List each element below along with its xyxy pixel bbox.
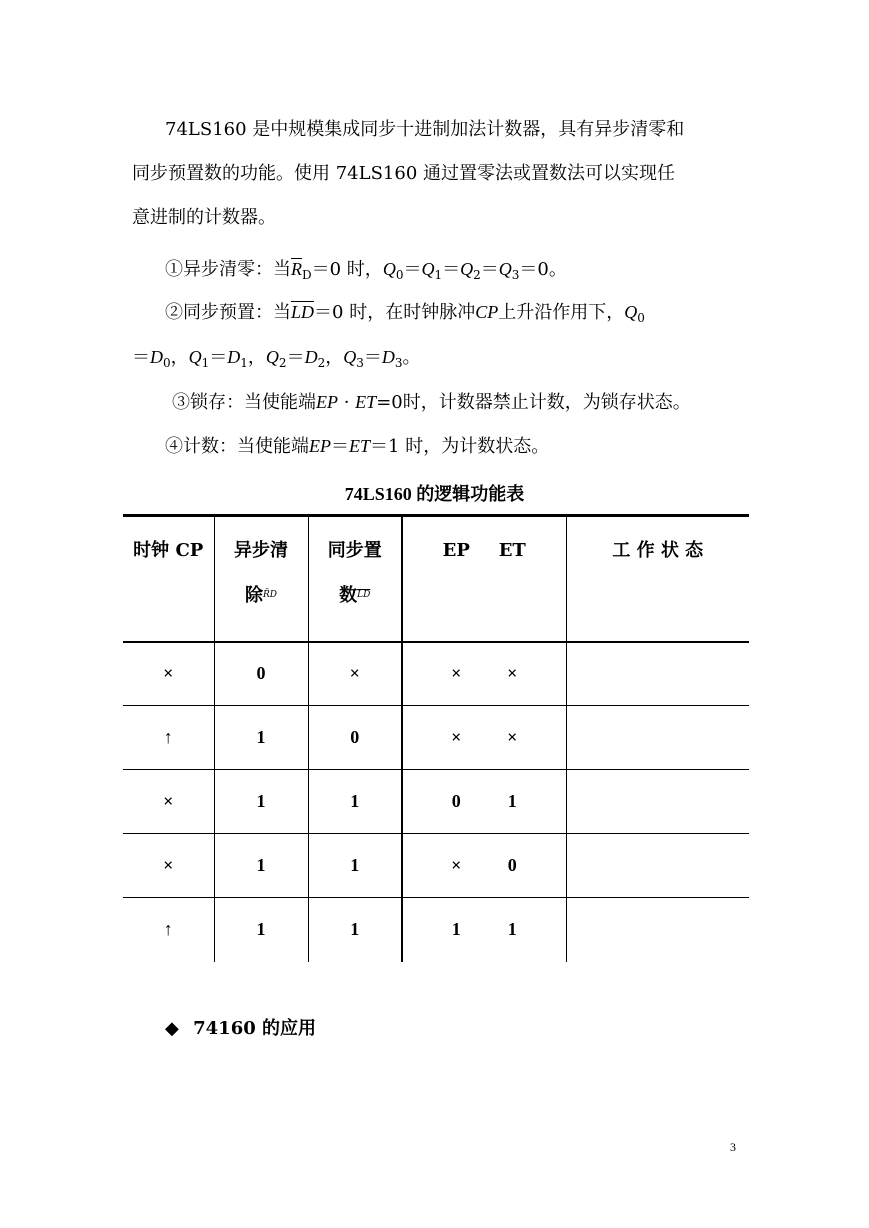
header-state: 工 作 状 态 bbox=[566, 516, 749, 642]
header-sync-preset-line2: 数 bbox=[339, 585, 358, 606]
header-ep-et bbox=[402, 516, 566, 642]
item-async-clear-tail: ＝0。 bbox=[519, 259, 567, 280]
cell-rd: 1 bbox=[214, 898, 308, 962]
cell-state bbox=[566, 642, 749, 706]
eq: ＝ bbox=[286, 347, 305, 368]
q0-sub: 0 bbox=[395, 268, 404, 282]
header-clock: 时钟 CP bbox=[123, 516, 214, 642]
cell-ep: × bbox=[451, 855, 462, 875]
ep-symbol: EP bbox=[309, 436, 331, 456]
cell-state bbox=[566, 706, 749, 770]
q0: Q bbox=[624, 302, 638, 322]
item-sync-preset-cond: ＝0 时，在时钟脉冲 bbox=[314, 302, 476, 323]
eq: ＝ bbox=[442, 259, 461, 280]
cell-et: 0 bbox=[507, 855, 517, 875]
header-et: ET bbox=[498, 540, 526, 561]
table-row bbox=[123, 642, 749, 706]
cell-ld: 1 bbox=[308, 898, 402, 962]
q2: Q bbox=[265, 347, 279, 367]
header-ld-symbol: LD bbox=[357, 590, 371, 600]
item-sync-preset-line-1 bbox=[165, 299, 645, 331]
cp-symbol: CP bbox=[475, 302, 499, 322]
eq: ＝ bbox=[403, 259, 422, 280]
item-count-tail: ＝1 时，为计数状态。 bbox=[370, 436, 550, 457]
d0-sub: 0 bbox=[163, 356, 171, 370]
cell-ld: 1 bbox=[308, 834, 402, 898]
item-latch-tail: 时，计数器禁止计数，为锁存状态。 bbox=[402, 392, 691, 413]
d1-sub: 1 bbox=[240, 356, 248, 370]
header-async-clear-line1: 异步清 bbox=[234, 540, 288, 561]
cell-ep: × bbox=[451, 727, 462, 747]
item-count-prefix: ④计数：当使能端 bbox=[165, 436, 309, 457]
function-table bbox=[123, 514, 749, 962]
q1-sub: 1 bbox=[201, 356, 210, 370]
ld-symbol: $\overline{LD}$ bbox=[291, 302, 315, 322]
comma: ， bbox=[170, 347, 189, 368]
q2-sub: 2 bbox=[473, 268, 481, 282]
cell-ep: 0 bbox=[451, 791, 461, 811]
cell-ep-et bbox=[402, 898, 566, 962]
q1: Q bbox=[188, 347, 202, 367]
section-title: 74160 的应用 bbox=[193, 1018, 317, 1039]
cell-rd: 1 bbox=[214, 770, 308, 834]
section-heading bbox=[165, 1014, 316, 1040]
q3-sub: 3 bbox=[356, 356, 364, 370]
cell-et: × bbox=[507, 727, 518, 747]
cell-cp: × bbox=[123, 770, 214, 834]
rd-symbol-sub: D bbox=[302, 268, 312, 282]
item-async-clear-prefix: ①异步清零：当 bbox=[165, 259, 291, 280]
item-async-clear bbox=[165, 256, 567, 288]
cell-ep: × bbox=[451, 663, 462, 684]
table-row bbox=[123, 770, 749, 834]
cell-ep-et bbox=[402, 770, 566, 834]
et-symbol: ET bbox=[349, 436, 371, 456]
cell-et: 1 bbox=[507, 919, 517, 940]
cell-ld: 1 bbox=[308, 770, 402, 834]
ep-symbol: EP bbox=[316, 392, 338, 412]
d1: D bbox=[227, 347, 241, 367]
item-latch bbox=[172, 389, 691, 416]
header-rd-symbol: R̄D bbox=[263, 590, 277, 600]
cell-ep: 1 bbox=[451, 919, 461, 940]
d3: D bbox=[381, 347, 395, 367]
header-sync-preset bbox=[308, 516, 402, 642]
et-symbol: ET bbox=[355, 392, 377, 412]
q1-sub: 1 bbox=[434, 268, 443, 282]
q2: Q bbox=[460, 259, 474, 279]
cell-ld: 0 bbox=[308, 706, 402, 770]
cell-cp: ↑ bbox=[123, 898, 214, 962]
table-row bbox=[123, 706, 749, 770]
item-latch-cond: =0 bbox=[376, 392, 403, 413]
item-sync-preset-line-2 bbox=[132, 344, 420, 376]
cell-cp: × bbox=[123, 834, 214, 898]
intro-line-2: 同步预置数的功能。使用 74LS160 通过置零法或置数法可以实现任 bbox=[132, 163, 675, 184]
cell-cp: × bbox=[123, 642, 214, 706]
comma: ， bbox=[325, 347, 344, 368]
table-row bbox=[123, 834, 749, 898]
item-latch-prefix: ③锁存：当使能端 bbox=[172, 392, 316, 413]
cell-rd: 1 bbox=[214, 706, 308, 770]
cell-rd: 1 bbox=[214, 834, 308, 898]
cell-rd: 0 bbox=[214, 642, 308, 706]
cell-ld: × bbox=[308, 642, 402, 706]
cell-state bbox=[566, 898, 749, 962]
d2: D bbox=[304, 347, 318, 367]
cell-state bbox=[566, 834, 749, 898]
cell-ep-et bbox=[402, 834, 566, 898]
intro-line-1: 74LS160 是中规模集成同步十进制加法计数器，具有异步清零和 bbox=[165, 119, 685, 140]
cell-et: 1 bbox=[507, 791, 517, 811]
q2-sub: 2 bbox=[278, 356, 287, 370]
item-async-clear-cond: ＝0 时， bbox=[311, 259, 383, 280]
dot-operator: · bbox=[338, 392, 356, 413]
diamond-bullet-icon: ◆ bbox=[165, 1018, 179, 1039]
cell-ep-et bbox=[402, 642, 566, 706]
item-sync-preset-mid: 上升沿作用下， bbox=[498, 302, 625, 323]
comma: ， bbox=[247, 347, 266, 368]
q0-sub: 0 bbox=[637, 311, 645, 325]
eq: ＝ bbox=[363, 347, 382, 368]
table-title: 74LS160 的逻辑功能表 bbox=[344, 484, 525, 504]
item-sync-preset-prefix: ②同步预置：当 bbox=[165, 302, 291, 323]
d0: D bbox=[150, 347, 163, 367]
q3: Q bbox=[343, 347, 357, 367]
q3-sub: 3 bbox=[511, 268, 520, 282]
eq: ＝ bbox=[132, 347, 150, 368]
d2-sub: 2 bbox=[317, 356, 326, 370]
cell-state bbox=[566, 770, 749, 834]
q3: Q bbox=[498, 259, 512, 279]
header-async-clear bbox=[214, 516, 308, 642]
eq: ＝ bbox=[331, 436, 349, 457]
page-number: 3 bbox=[730, 1140, 736, 1154]
header-ep: EP bbox=[442, 540, 470, 561]
table-row bbox=[123, 898, 749, 962]
d3-sub: 3 bbox=[394, 356, 403, 370]
eq: ＝ bbox=[480, 259, 499, 280]
intro-line-3: 意进制的计数器。 bbox=[132, 207, 276, 228]
header-sync-preset-line1: 同步置 bbox=[327, 540, 382, 561]
q1: Q bbox=[421, 259, 435, 279]
cell-ep-et bbox=[402, 706, 566, 770]
header-async-clear-line2: 除 bbox=[245, 585, 263, 606]
table-header-row bbox=[123, 516, 749, 642]
q0: Q bbox=[382, 259, 396, 279]
item-count bbox=[165, 433, 549, 460]
period: 。 bbox=[402, 347, 421, 368]
cell-cp: ↑ bbox=[123, 706, 214, 770]
cell-et: × bbox=[507, 663, 518, 684]
rd-symbol: $\overline{R}$ bbox=[291, 259, 302, 279]
eq: ＝ bbox=[209, 347, 228, 368]
